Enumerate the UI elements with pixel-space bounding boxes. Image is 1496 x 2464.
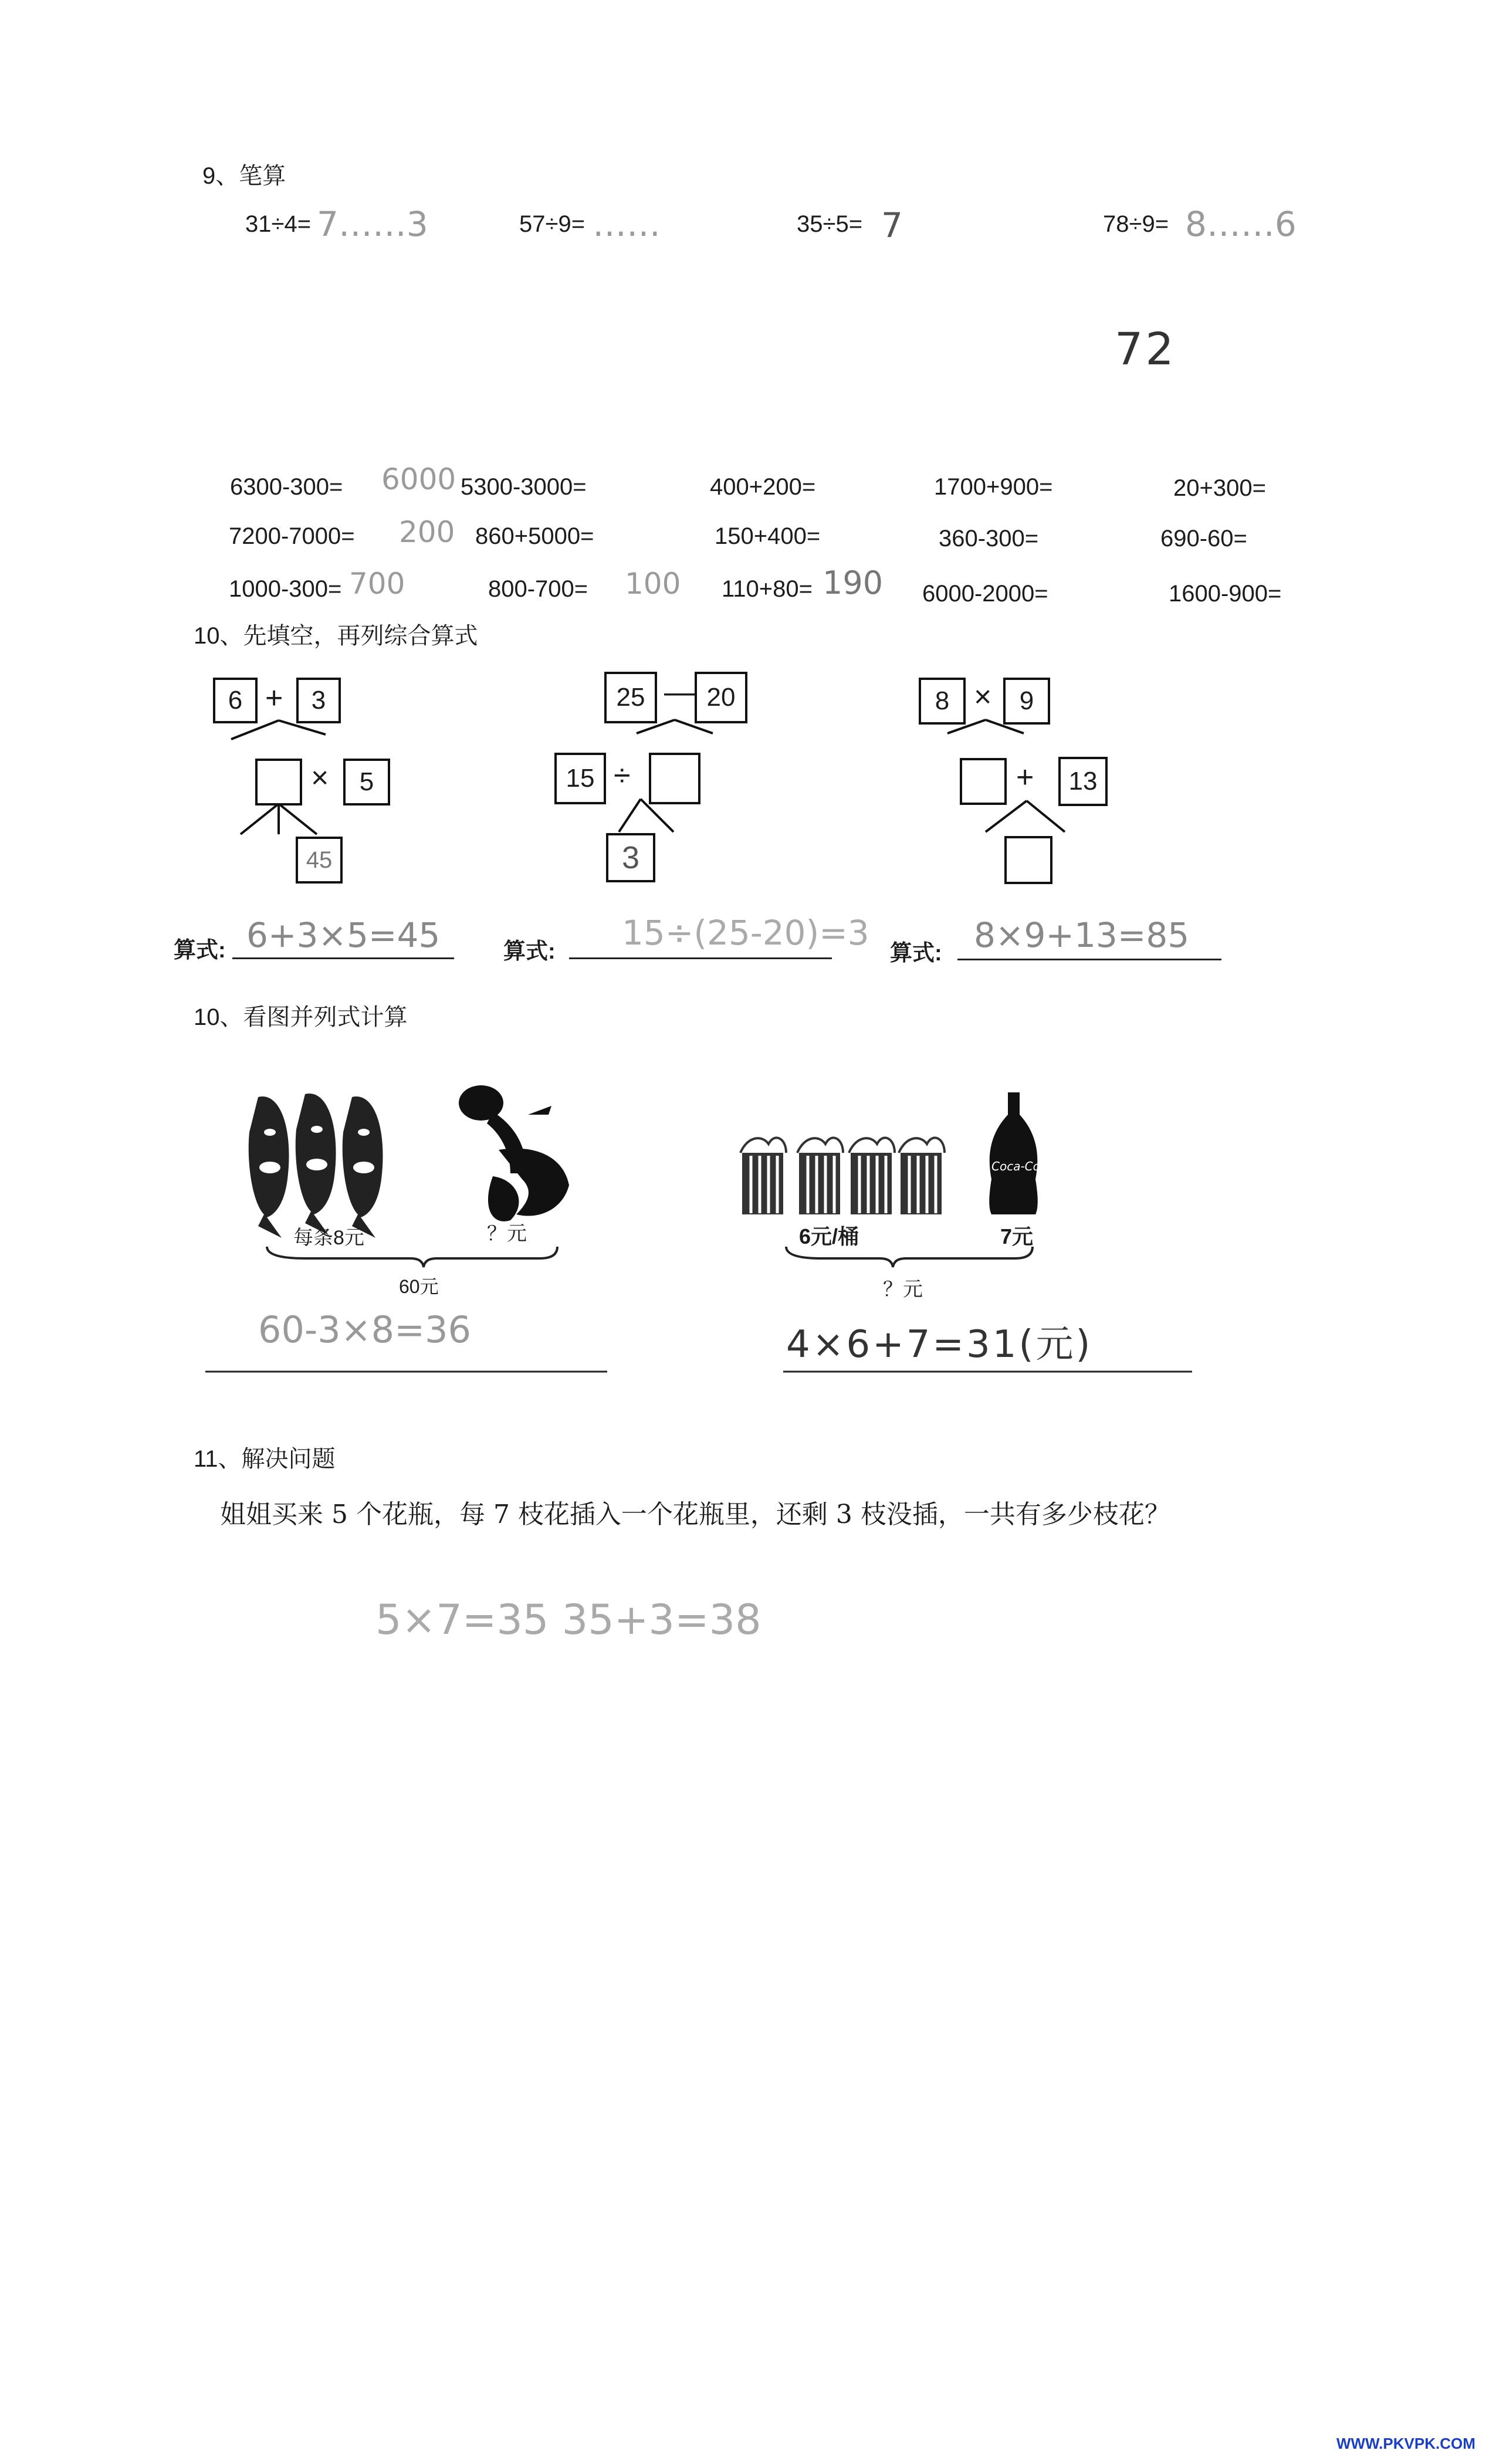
tree-1-mid-b: 5 (343, 759, 390, 805)
bottle-icon (989, 1092, 1050, 1214)
mental-r1-c1: 6300-300= (230, 474, 343, 500)
tree-3-mid-op: + (1016, 760, 1034, 794)
division-1-expr: 31÷4= (245, 211, 312, 237)
mental-r2-c2: 860+5000= (475, 523, 594, 549)
footer-url[interactable]: WWW.PKVPK.COM (1336, 2435, 1475, 2452)
mental-r1-c1-answer: 6000 (381, 462, 456, 496)
tree-3-top-b: 9 (1003, 678, 1050, 725)
section-10a-title: 10、先填空，再列综合算式 (194, 623, 478, 649)
mental-r2-c3: 150+400= (715, 523, 821, 549)
left-answer: 60-3×8=36 (258, 1308, 471, 1351)
formula-3-label: 算式: (890, 941, 942, 966)
tree-2-top-b: 20 (695, 672, 747, 723)
section-11-answer: 5×7=35 35+3=38 (375, 1596, 761, 1644)
tree-1-mid-op: × (311, 761, 329, 795)
popcorn-icon (740, 1138, 945, 1214)
section-11-question: 姐姐买来 5 个花瓶，每 7 枝花插入一个花瓶里，还剩 3 枝没插，一共有多少枝花？ (220, 1500, 1170, 1529)
brace-lines (267, 1247, 1033, 1267)
popcorn-price-label: 6元/桶 (799, 1224, 859, 1248)
division-3-expr: 35÷5= (797, 211, 863, 237)
division-4-expr: 78÷9= (1103, 211, 1169, 237)
left-total-label: 60元 (399, 1276, 439, 1297)
tree-2-result[interactable]: 3 (606, 833, 655, 882)
bottle-price-label: 7元 (1000, 1224, 1034, 1248)
work-note: 72 (1115, 323, 1176, 375)
lobster-price-label: ？元 (487, 1223, 527, 1245)
formula-2-answer: 15÷(25-20)=3 (622, 913, 869, 953)
bottle-label: Coca-Cola (991, 1159, 1051, 1173)
tree-2-top-op: — (664, 675, 695, 709)
mental-r3-c3-answer: 190 (823, 564, 884, 601)
mental-r3-c1-answer: 700 (349, 567, 405, 601)
mental-r1-c4: 1700+900= (934, 474, 1053, 500)
formula-3-answer: 8×9+13=85 (974, 915, 1190, 955)
mental-r3-c2-answer: 100 (625, 567, 681, 601)
tree-1-top-b: 3 (296, 678, 341, 723)
mental-r2-c1-answer: 200 (399, 515, 455, 549)
tree-3-top-op: × (974, 680, 992, 714)
mental-r3-c2: 800-700= (488, 576, 588, 602)
tree-2-top-a: 25 (604, 672, 657, 723)
tree-2-mid-a: 15 (554, 753, 606, 804)
section-9-title: 9、笔算 (202, 163, 286, 189)
formula-1-answer: 6+3×5=45 (246, 915, 441, 955)
tree-1-top-a: 6 (213, 678, 258, 723)
tree-2-mid-op: ÷ (614, 759, 631, 793)
division-2-answer: …… (593, 204, 661, 244)
formula-1-label: 算式: (174, 938, 226, 963)
mental-r2-c1: 7200-7000= (229, 523, 355, 549)
tree-1-top-op: + (265, 681, 283, 715)
mental-r3-c4: 6000-2000= (922, 581, 1048, 607)
division-4-answer: 8……6 (1185, 204, 1297, 244)
tree-3-mid-b: 13 (1058, 757, 1108, 806)
division-1-answer: 7……3 (317, 204, 428, 244)
mental-r2-c5: 690-60= (1160, 526, 1247, 551)
division-3-answer: 7 (881, 205, 903, 245)
lobster-icon (459, 1085, 569, 1221)
tree-3-top-a: 8 (919, 678, 966, 725)
mental-r1-c2: 5300-3000= (461, 474, 587, 500)
formula-2-label: 算式: (503, 939, 556, 964)
mental-r3-c1: 1000-300= (229, 576, 342, 602)
division-2-expr: 57÷9= (519, 211, 585, 237)
mental-r3-c3: 110+80= (722, 576, 813, 602)
tree-1-result[interactable]: 45 (296, 837, 343, 884)
right-answer: 4×6+7=31(元) (786, 1323, 1093, 1366)
fish-price-label: 每条8元 (293, 1227, 364, 1249)
mental-r2-c4: 360-300= (939, 526, 1039, 551)
mental-r3-c5: 1600-900= (1169, 581, 1282, 607)
mental-r1-c3: 400+200= (710, 474, 816, 500)
mental-r1-c5: 20+300= (1173, 475, 1266, 501)
right-total-label: ？元 (883, 1278, 923, 1301)
section-10b-title: 10、看图并列式计算 (194, 1004, 408, 1030)
section-11-title: 11、解决问题 (194, 1446, 336, 1472)
